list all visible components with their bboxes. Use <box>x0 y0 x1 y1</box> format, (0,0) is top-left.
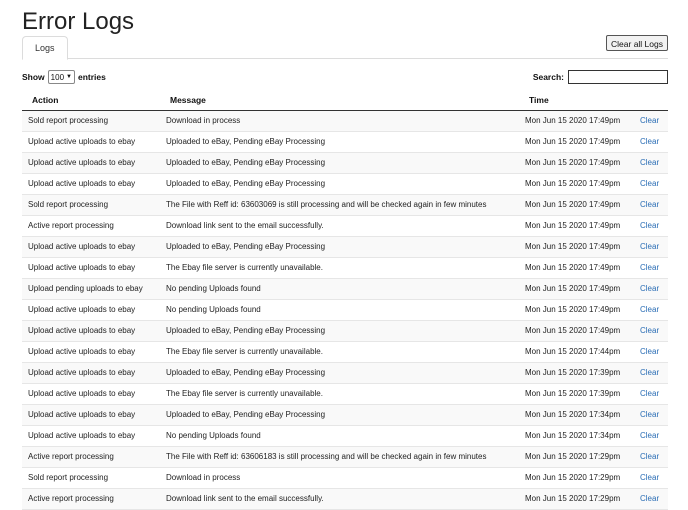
table-row <box>22 321 668 342</box>
table-row <box>22 237 668 258</box>
table-row <box>22 426 668 447</box>
action-cell: Upload active uploads to ebay <box>28 263 136 272</box>
clear-link[interactable]: Clear <box>640 452 660 461</box>
entries-select[interactable] <box>48 70 75 84</box>
action-cell: Active report processing <box>28 452 114 461</box>
time-cell: Mon Jun 15 2020 17:49pm <box>525 158 621 167</box>
clear-link[interactable]: Clear <box>640 473 660 482</box>
table-row <box>22 111 668 132</box>
clear-link[interactable]: Clear <box>640 242 660 251</box>
message-cell: Uploaded to eBay, Pending eBay Processing <box>166 158 326 167</box>
time-cell: Mon Jun 15 2020 17:49pm <box>525 326 621 335</box>
message-cell: No pending Uploads found <box>166 431 261 440</box>
clear-link[interactable]: Clear <box>640 326 660 335</box>
search-control <box>533 70 668 84</box>
action-cell: Upload active uploads to ebay <box>28 158 136 167</box>
table-row <box>22 132 668 153</box>
page-title: Error Logs <box>22 8 135 35</box>
table-row <box>22 405 668 426</box>
clear-link[interactable]: Clear <box>640 410 660 419</box>
action-cell: Upload active uploads to ebay <box>28 368 136 377</box>
table-row <box>22 384 668 405</box>
clear-link[interactable]: Clear <box>640 200 660 209</box>
time-cell: Mon Jun 15 2020 17:49pm <box>525 305 621 314</box>
clear-link[interactable]: Clear <box>640 347 660 356</box>
clear-link[interactable]: Clear <box>640 305 660 314</box>
action-cell: Upload active uploads to ebay <box>28 326 136 335</box>
time-cell: Mon Jun 15 2020 17:29pm <box>525 494 621 503</box>
tab-bar <box>22 58 668 59</box>
time-cell: Mon Jun 15 2020 17:49pm <box>525 179 621 188</box>
table-row <box>22 153 668 174</box>
action-cell: Active report processing <box>28 221 114 230</box>
clear-link[interactable]: Clear <box>640 431 660 440</box>
clear-link[interactable]: Clear <box>640 494 660 503</box>
clear-link[interactable]: Clear <box>640 221 660 230</box>
action-cell: Upload active uploads to ebay <box>28 410 136 419</box>
action-cell: Upload active uploads to ebay <box>28 347 136 356</box>
entries-label: entries <box>77 72 106 82</box>
entries-select-value: 100 <box>50 72 65 82</box>
chevron-down-icon: ▼ <box>66 74 72 80</box>
table-row <box>22 174 668 195</box>
time-cell: Mon Jun 15 2020 17:44pm <box>525 347 621 356</box>
time-cell: Mon Jun 15 2020 17:49pm <box>525 116 621 125</box>
table-row <box>22 216 668 237</box>
time-cell: Mon Jun 15 2020 17:34pm <box>525 410 621 419</box>
time-cell: Mon Jun 15 2020 17:39pm <box>525 389 621 398</box>
message-cell: The File with Reff id: 63606183 is still processing and will be checked again in few minutes <box>166 452 487 461</box>
time-cell: Mon Jun 15 2020 17:39pm <box>525 368 621 377</box>
message-cell: The File with Reff id: 63603069 is still processing and will be checked again in few minutes <box>166 200 487 209</box>
table-row <box>22 195 668 216</box>
table-row <box>22 258 668 279</box>
action-cell: Sold report processing <box>28 116 109 125</box>
message-cell: Uploaded to eBay, Pending eBay Processing <box>166 410 326 419</box>
table-row <box>22 489 668 510</box>
action-cell: Upload active uploads to ebay <box>28 431 136 440</box>
time-cell: Mon Jun 15 2020 17:49pm <box>525 200 621 209</box>
time-cell: Mon Jun 15 2020 17:29pm <box>525 473 621 482</box>
table-row <box>22 363 668 384</box>
table-row <box>22 468 668 489</box>
time-cell: Mon Jun 15 2020 17:49pm <box>525 242 621 251</box>
time-cell: Mon Jun 15 2020 17:49pm <box>525 137 621 146</box>
message-cell: Download in process <box>166 116 241 125</box>
message-cell: Uploaded to eBay, Pending eBay Processing <box>166 179 326 188</box>
entries-length-control <box>22 70 106 84</box>
clear-link[interactable]: Clear <box>640 158 660 167</box>
table-row <box>22 447 668 468</box>
table-row <box>22 300 668 321</box>
action-cell: Upload active uploads to ebay <box>28 137 136 146</box>
message-cell: The Ebay file server is currently unavailable. <box>166 389 323 398</box>
message-cell: Download in process <box>166 473 241 482</box>
column-header-message[interactable]: Message <box>170 95 206 105</box>
log-table-body <box>22 111 668 510</box>
action-cell: Upload active uploads to ebay <box>28 179 136 188</box>
message-cell: The Ebay file server is currently unavailable. <box>166 347 323 356</box>
action-cell: Sold report processing <box>28 473 109 482</box>
message-cell: Uploaded to eBay, Pending eBay Processing <box>166 242 326 251</box>
table-header <box>22 91 668 111</box>
time-cell: Mon Jun 15 2020 17:34pm <box>525 431 621 440</box>
message-cell: No pending Uploads found <box>166 284 261 293</box>
search-label: Search: <box>532 72 564 82</box>
time-cell: Mon Jun 15 2020 17:29pm <box>525 452 621 461</box>
search-input[interactable] <box>568 70 668 84</box>
message-cell: Uploaded to eBay, Pending eBay Processing <box>166 326 326 335</box>
action-cell: Upload pending uploads to ebay <box>28 284 143 293</box>
clear-link[interactable]: Clear <box>640 179 660 188</box>
message-cell: The Ebay file server is currently unavailable. <box>166 263 323 272</box>
time-cell: Mon Jun 15 2020 17:49pm <box>525 221 621 230</box>
time-cell: Mon Jun 15 2020 17:49pm <box>525 263 621 272</box>
action-cell: Sold report processing <box>28 200 109 209</box>
table-row <box>22 279 668 300</box>
message-cell: Download link sent to the email successfully. <box>166 494 324 503</box>
clear-link[interactable]: Clear <box>640 137 660 146</box>
table-row <box>22 342 668 363</box>
column-header-time[interactable]: Time <box>529 95 549 105</box>
clear-link[interactable]: Clear <box>640 263 660 272</box>
clear-link[interactable]: Clear <box>640 116 660 125</box>
column-header-action[interactable]: Action <box>32 95 59 105</box>
message-cell: Download link sent to the email successfully. <box>166 221 324 230</box>
message-cell: Uploaded to eBay, Pending eBay Processing <box>166 137 326 146</box>
show-label: Show <box>22 72 45 82</box>
action-cell: Active report processing <box>28 494 114 503</box>
clear-link[interactable]: Clear <box>640 284 660 293</box>
tab-logs[interactable]: Logs <box>22 36 68 60</box>
message-cell: Uploaded to eBay, Pending eBay Processing <box>166 368 326 377</box>
clear-link[interactable]: Clear <box>640 389 660 398</box>
action-cell: Upload active uploads to ebay <box>28 242 136 251</box>
clear-link[interactable]: Clear <box>640 368 660 377</box>
action-cell: Upload active uploads to ebay <box>28 305 136 314</box>
message-cell: No pending Uploads found <box>166 305 261 314</box>
clear-all-logs-button[interactable]: Clear all Logs <box>606 35 668 51</box>
time-cell: Mon Jun 15 2020 17:49pm <box>525 284 621 293</box>
action-cell: Upload active uploads to ebay <box>28 389 136 398</box>
